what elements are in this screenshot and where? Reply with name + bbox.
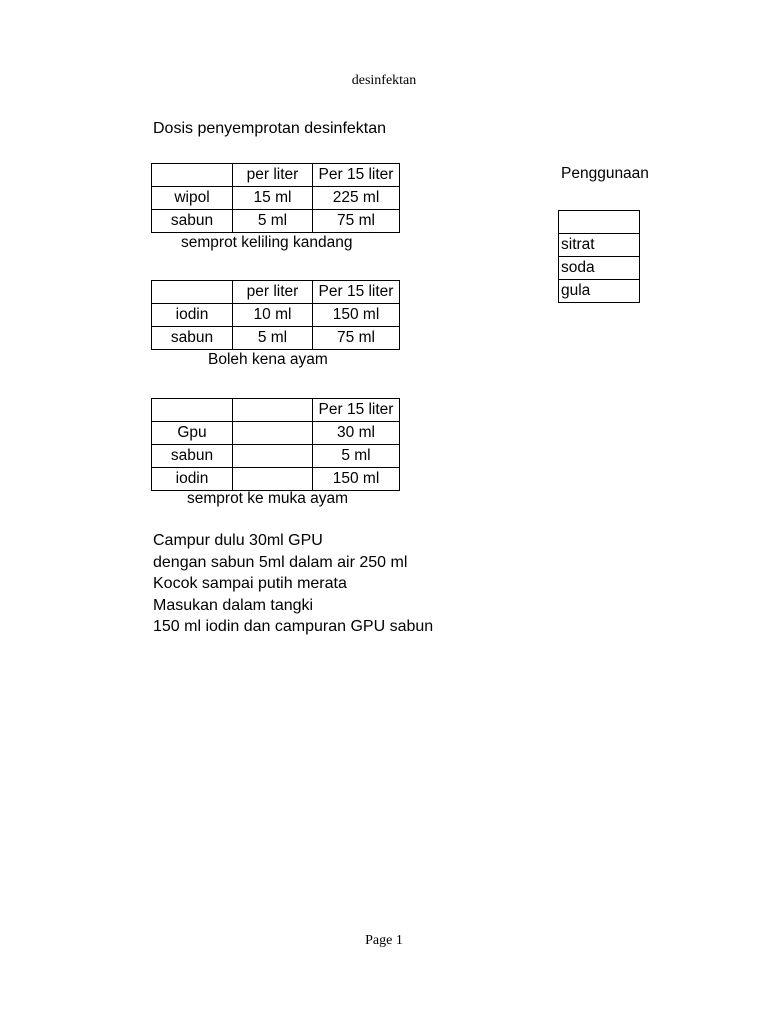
table-row [559, 257, 640, 280]
note-line: 150 ml iodin dan campuran GPU sabun [153, 618, 434, 635]
table-cell [233, 445, 313, 468]
table-row [152, 327, 400, 350]
table-cell [233, 468, 313, 491]
table-header-cell: per liter [233, 281, 313, 304]
table-row [559, 234, 640, 257]
table-header-cell [152, 399, 233, 422]
table-header-row [152, 281, 400, 304]
note-line: Kocok sampai putih merata [153, 575, 347, 592]
table-header-cell [233, 399, 313, 422]
table-cell: sitrat [559, 234, 640, 257]
table-cell: sabun [152, 445, 233, 468]
document-heading: Dosis penyemprotan desinfektan [153, 120, 387, 137]
table-header-cell: Per 15 liter [313, 399, 400, 422]
table-cell: 5 ml [313, 445, 400, 468]
table-row [559, 280, 640, 303]
table-row [152, 468, 400, 491]
table-header-cell [152, 164, 233, 187]
table-row [152, 304, 400, 327]
table-header-cell: Per 15 liter [313, 164, 400, 187]
table-header-cell [152, 281, 233, 304]
table-header-cell: Per 15 liter [313, 281, 400, 304]
table-row [152, 445, 400, 468]
dosage-table-gpu [151, 398, 400, 491]
table-cell: 75 ml [313, 327, 400, 350]
table-cell: iodin [152, 304, 233, 327]
instruction-notes [153, 530, 433, 638]
table-row [152, 210, 400, 233]
usage-table [558, 210, 640, 303]
table-cell: sabun [152, 210, 233, 233]
note-line: Campur dulu 30ml GPU [153, 532, 323, 549]
table-cell: wipol [152, 187, 233, 210]
table-cell: iodin [152, 468, 233, 491]
table-cell: 5 ml [233, 210, 313, 233]
table-cell: 15 ml [233, 187, 313, 210]
table-row [152, 422, 400, 445]
usage-section [558, 160, 649, 320]
table-cell: Gpu [152, 422, 233, 445]
table-cell: sabun [152, 327, 233, 350]
note-line: Masukan dalam tangki [153, 596, 314, 614]
table-cell: 150 ml [313, 304, 400, 327]
table-header-cell: per liter [233, 164, 313, 187]
table-caption: Boleh kena ayam [208, 351, 328, 368]
dosage-table-wipol [151, 163, 400, 233]
page-header: desinfektan [351, 73, 417, 88]
dosage-table-iodin [151, 280, 400, 350]
table-cell: 5 ml [233, 327, 313, 350]
table-header-row [152, 399, 400, 422]
table-cell: 10 ml [233, 304, 313, 327]
table-header-row [152, 164, 400, 187]
usage-title: Penggunaan [561, 165, 649, 182]
table-cell: 150 ml [313, 468, 400, 491]
table-cell: 225 ml [313, 187, 400, 210]
table-caption: semprot ke muka ayam [187, 490, 349, 507]
table-cell: 30 ml [313, 422, 400, 445]
note-line: dengan sabun 5ml dalam air 250 ml [153, 553, 408, 571]
table-caption: semprot keliling kandang [181, 234, 353, 251]
table-cell [233, 422, 313, 445]
table-cell: gula [559, 280, 640, 303]
table-cell [559, 211, 640, 234]
table-cell: soda [559, 257, 640, 280]
table-row [152, 187, 400, 210]
page-footer: Page 1 [365, 933, 403, 948]
table-row [559, 211, 640, 234]
table-cell: 75 ml [313, 210, 400, 233]
